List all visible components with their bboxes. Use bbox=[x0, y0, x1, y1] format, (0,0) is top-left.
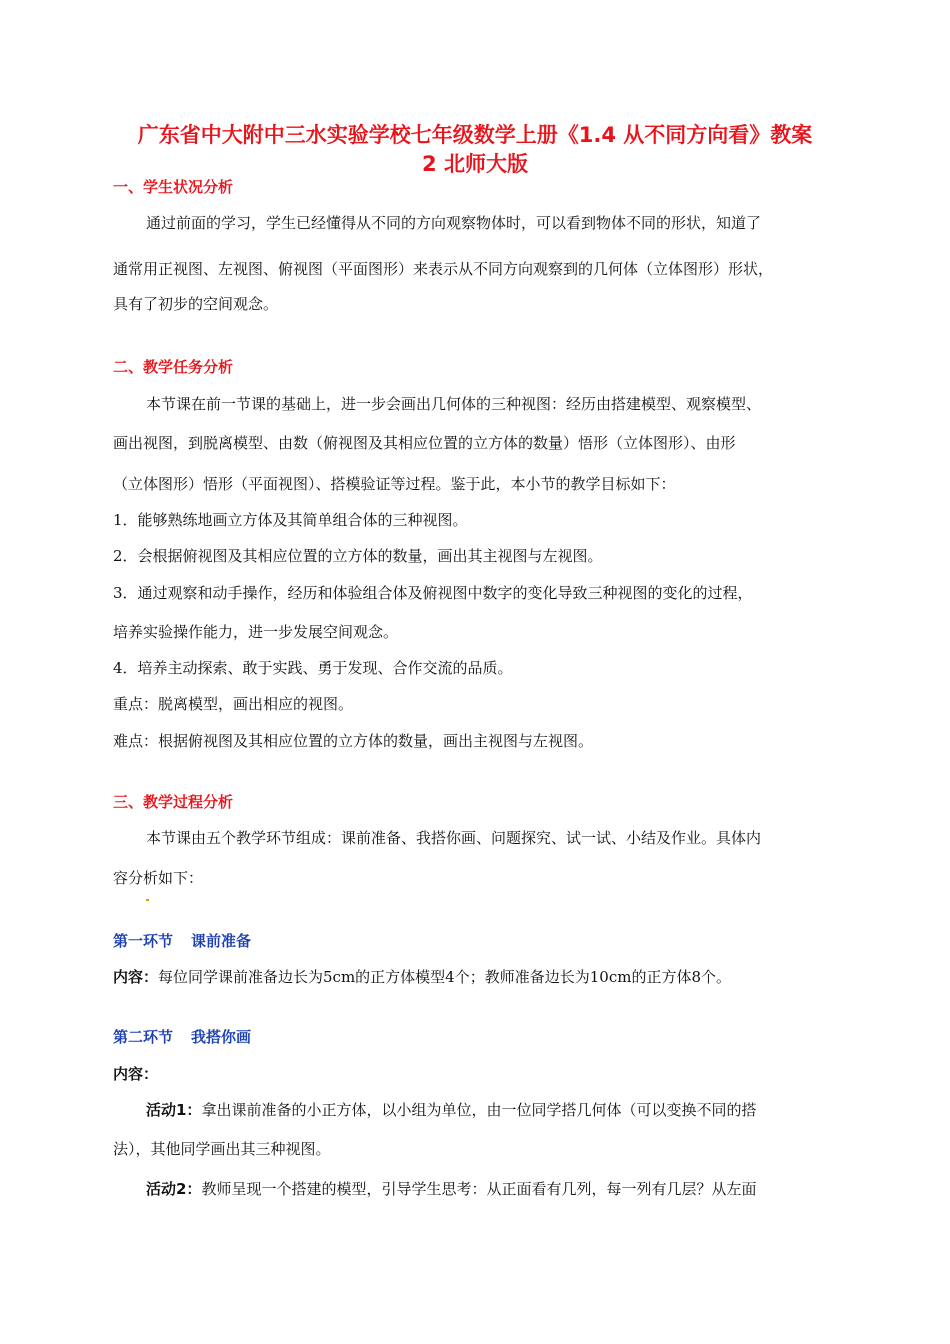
stage-1-heading bbox=[113, 931, 251, 951]
stage-2-name: 第二环节 bbox=[113, 1028, 174, 1046]
key-point: 重点：脱离模型，画出相应的视图。 bbox=[113, 695, 354, 713]
paragraph-line: （立体图形）悟形（平面视图）、搭模验证等过程。鉴于此，本小节的教学目标如下： bbox=[113, 475, 676, 493]
stage-2-title: 我搭你画 bbox=[191, 1028, 252, 1046]
goal-item: 1．能够熟练地画立方体及其简单组合体的三种视图。 bbox=[113, 511, 468, 529]
goal-item: 2．会根据俯视图及其相应位置的立方体的数量，画出其主视图与左视图。 bbox=[113, 547, 603, 565]
stage-2-heading bbox=[113, 1027, 251, 1047]
section-heading-process-analysis: 三、教学过程分析 bbox=[113, 793, 234, 811]
activity-1-label: 活动1： bbox=[146, 1101, 202, 1119]
goal-item: 4．培养主动探索、敢于实践、勇于发现、合作交流的品质。 bbox=[113, 659, 513, 677]
paragraph-line: 本节课由五个教学环节组成：课前准备、我搭你画、问题探究、试一试、小结及作业。具体内 bbox=[146, 829, 762, 847]
paragraph-line: 通过前面的学习，学生已经懂得从不同的方向观察物体时，可以看到物体不同的形状，知道了 bbox=[146, 214, 762, 232]
activity-1-continuation: 法），其他同学画出其三种视图。 bbox=[113, 1140, 331, 1158]
activity-1-text: 拿出课前准备的小正方体，以小组为单位，由一位同学搭几何体（可以变换不同的搭 bbox=[201, 1101, 757, 1119]
stray-mark bbox=[146, 899, 149, 901]
difficulty-point: 难点：根据俯视图及其相应位置的立方体的数量，画出主视图与左视图。 bbox=[113, 732, 594, 750]
stage-2-content-label: 内容： bbox=[113, 1065, 159, 1083]
paragraph-line: 通常用正视图、左视图、俯视图（平面图形）来表示从不同方向观察到的几何体（立体图形）形状， bbox=[113, 260, 774, 278]
paragraph-line: 本节课在前一节课的基础上，进一步会画出几何体的三种视图：经历由搭建模型、观察模型、 bbox=[146, 395, 762, 413]
stage-1-title: 课前准备 bbox=[191, 932, 252, 950]
activity-1 bbox=[146, 1099, 756, 1121]
activity-2 bbox=[146, 1178, 756, 1200]
document-title-line-1: 广东省中大附中三水实验学校七年级数学上册《1.4 从不同方向看》教案 bbox=[137, 123, 813, 147]
section-heading-task-analysis: 二、教学任务分析 bbox=[113, 358, 234, 376]
content-text: 每位同学课前准备边长为5cm的正方体模型4个；教师准备边长为10cm的正方体8个。 bbox=[158, 968, 731, 986]
paragraph-line: 容分析如下： bbox=[113, 869, 204, 887]
activity-2-label: 活动2： bbox=[146, 1180, 202, 1198]
activity-2-text: 教师呈现一个搭建的模型，引导学生思考：从正面看有几列，每一列有几层？从左面 bbox=[201, 1180, 757, 1198]
paragraph-line: 具有了初步的空间观念。 bbox=[113, 295, 279, 313]
document-title-line-2: 2 北师大版 bbox=[422, 152, 528, 176]
section-heading-student-analysis: 一、学生状况分析 bbox=[113, 178, 234, 196]
goal-item-continuation: 培养实验操作能力，进一步发展空间观念。 bbox=[113, 623, 399, 641]
stage-1-name: 第一环节 bbox=[113, 932, 174, 950]
stage-1-content bbox=[113, 966, 731, 988]
goal-item: 3．通过观察和动手操作，经历和体验组合体及俯视图中数字的变化导致三种视图的变化的过程， bbox=[113, 584, 753, 602]
content-label: 内容： bbox=[113, 968, 159, 986]
paragraph-line: 画出视图，到脱离模型、由数（俯视图及其相应位置的立方体的数量）悟形（立体图形）、由形 bbox=[113, 434, 736, 452]
